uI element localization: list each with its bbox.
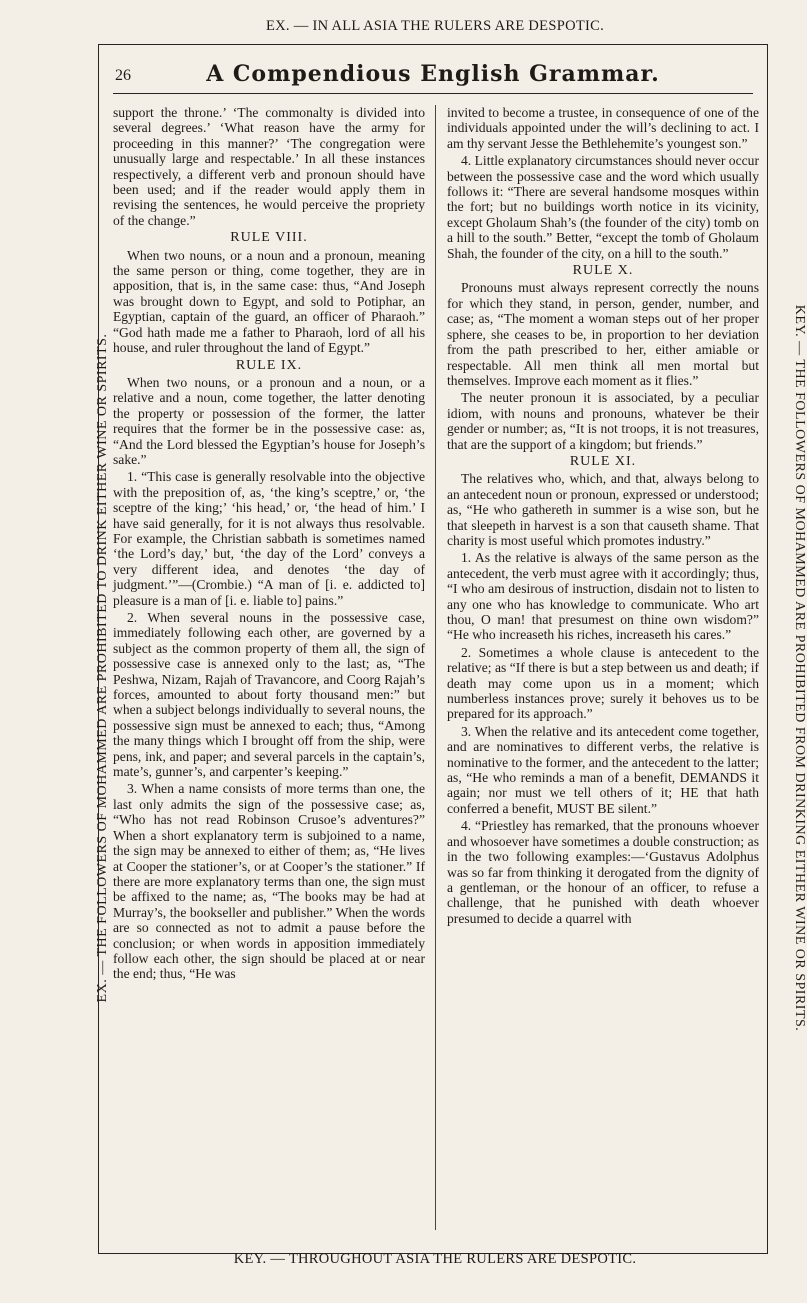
right-banner-key: KEY. — THE FOLLOWERS OF MOHAMMED ARE PROHIBITED FROM DRINKING EITHER WINE OR SPIRITS. (792, 304, 807, 1032)
paragraph: 1. “This case is generally resolvable into the objective with the preposition of, as, ‘the king’s sceptre,’ or, ‘the sceptre of the king;’ ‘his head,’ or, ‘the head of him.’ I have said generally, for it is not always thus resolvable. For example, the Christian sabbath is sometimes named ‘the Lord’s day,’ but, ‘the day of the Lord’ conveys a very different idea, and denotes ‘the day of judgment.’”—(Crombie.) “A man of [i. e. addicted to] pleasure is a man of [i. e. liable to] pains.” (113, 469, 425, 608)
rule-heading: RULE VIII. (230, 230, 308, 246)
top-banner-example: EX. — IN ALL ASIA THE RULERS ARE DESPOTIC. (265, 18, 605, 34)
paragraph: 4. Little explanatory circumstances should never occur between the possessive case and the word which usually follows it: “There are several handsome mosques within the fort; but no buildings worth notice in its vicinity, except Gholaum Shah’s (the founder of the city) tomb on a hill to the south.” Better, “except the tomb of Gholaum Shah, the founder of the city, on a hill to the south.” (447, 153, 759, 261)
paragraph: support the throne.’ ‘The commonalty is divided into several degrees.’ ‘What reason have the army for proceeding in this manner?’ ‘The congregation were unusually large and respectable.’ In all these instances respectively, a different verb and pronoun should have been used; and if the reader would apply them in revising the sentences, he would perceive the propriety of the change.” (113, 105, 425, 228)
paragraph: invited to become a trustee, in consequence of one of the individuals appointed under the will’s declining to act. I am thy servant Jesse the Bethlehemite’s youngest son.” (447, 105, 759, 151)
rule-heading: RULE XI. (569, 453, 637, 469)
rule-heading: RULE IX. (235, 357, 303, 373)
page-box (98, 44, 768, 1254)
rule-heading: RULE X. (572, 263, 634, 279)
paragraph: 3. When a name consists of more terms than one, the last only admits the sign of the possessive case; as, “Who has not read Robinson Crusoe’s adventures?” When a short explanatory term is subjoined to a name, the sign may be annexed to either of them; as, “He lives at Cooper the stationer’s, or at Cooper’s the stationer.” If there are more explanatory terms than one, the sign must be affixed to the name; as, “The books may be had at Murray’s, the bookseller and publisher.” When the words are so connected as not to admit a pause before the conclusion; or when words in apposition immediately follow each other, the sign should be placed at or near the end; thus, “He was (113, 781, 425, 982)
bottom-banner-key: KEY. — THROUGHOUT ASIA THE RULERS ARE DESPOTIC. (233, 1251, 637, 1267)
left-banner-example: EX. — THE FOLLOWERS OF MOHAMMED ARE PROHIBITED TO DRINK EITHER WINE OR SPIRITS. (95, 333, 110, 1003)
paragraph: 3. When the relative and its antecedent come together, and are nominatives to different verbs, the relative is nominative to the former, and the antecedent to the latter; as, “He who reminds a man of a benefit, DEMANDS it again; nor must we tell others of it; HE that hath conferred a benefit, MUST BE silent.” (447, 723, 759, 816)
paragraph: 2. When several nouns in the possessive case, immediately following each other, are governed by a subject as the common property of them all, the sign of possessive case is annexed only to the last; as, “The Peshwa, Nizam, Rajah of Travancore, and Coorg Rajah’s forces, amounted to about forty thousand men:” but when a subject belongs individually to several nouns, the possessive sign must be annexed to each; thus, “Among the many things which I brought off from the ship, were pens, ink, and paper; and several parcels in the captain’s, mate’s, gunner’s, and carpenter’s keeping.” (113, 610, 425, 780)
paragraph: The neuter pronoun it is associated, by a peculiar idiom, with nouns and pronouns, whatever be their gender or number; as, “It is not troops, it is not treasures, that are the support of a kingdom; but friends.” (447, 390, 759, 452)
paragraph: When two nouns, or a pronoun and a noun, or a relative and a noun, come together, the latter denoting the property or possession of the former, the latter requires that the former be in the possessive case: as, “And the Lord blessed the Egyptian’s house for Joseph’s sake.” (113, 374, 425, 467)
column-divider (435, 105, 436, 1230)
paragraph: 4. “Priestley has remarked, that the pronouns whoever and whosoever have sometimes a double construction; as in the two following examples:—‘Gustavus Adolphus was so far from thinking it derogated from the dignity of a gentleman, or the honour of an officer, to refuse a challenge, that he punished with death whoever presumed to decide a quarrel with (447, 818, 759, 926)
paragraph: Pronouns must always represent correctly the nouns for which they stand, in person, gender, number, and case; as, “The moment a woman steps out of her proper sphere, she ceases to be, in proportion to her deviation from the path prescribed to her, either amiable or respectable. All men think all men mortal but themselves. Improve each moment as it flies.” (447, 280, 759, 388)
page-header (113, 61, 753, 94)
paragraph: 2. Sometimes a whole clause is antecedent to the relative; as “If there is but a step between us and death; if death may come upon us in a moment; which numberless instances prove; surely it behoves us to be prepared for its approach.” (447, 644, 759, 722)
paragraph: The relatives who, which, and that, always belong to an antecedent noun or pronoun, expressed or understood; as, “He who gathereth in summer is a wise son, but he that sleepeth in harvest is a son that causeth shame. That charity is most useful which promotes industry.” (447, 471, 759, 548)
paragraph: 1. As the relative is always of the same person as the antecedent, the verb must agree with it accordingly; thus, “I who am desirous of instruction, disdain not to listen to any one who has knowledge to communicate. Who art thou, O man! that presumest on thine own wisdom?” “He who increaseth his riches, increaseth his cares.” (447, 550, 759, 643)
page-frame (92, 18, 807, 1273)
right-column (447, 105, 759, 928)
left-column (113, 105, 425, 984)
running-head: A Compendious English Grammar. (206, 61, 660, 87)
page-number: 26 (115, 67, 131, 84)
paragraph: When two nouns, or a noun and a pronoun, meaning the same person or thing, come together, they are in apposition, that is, in the same case: thus, “And Joseph was brought down to Egypt, and sold to Potiphar, an Egyptian, captain of the guard, an officer of Pharaoh.” “God hath made me a father to Pharaoh, lord of all his house, and ruler throughout the land of Egypt.” (113, 247, 425, 356)
